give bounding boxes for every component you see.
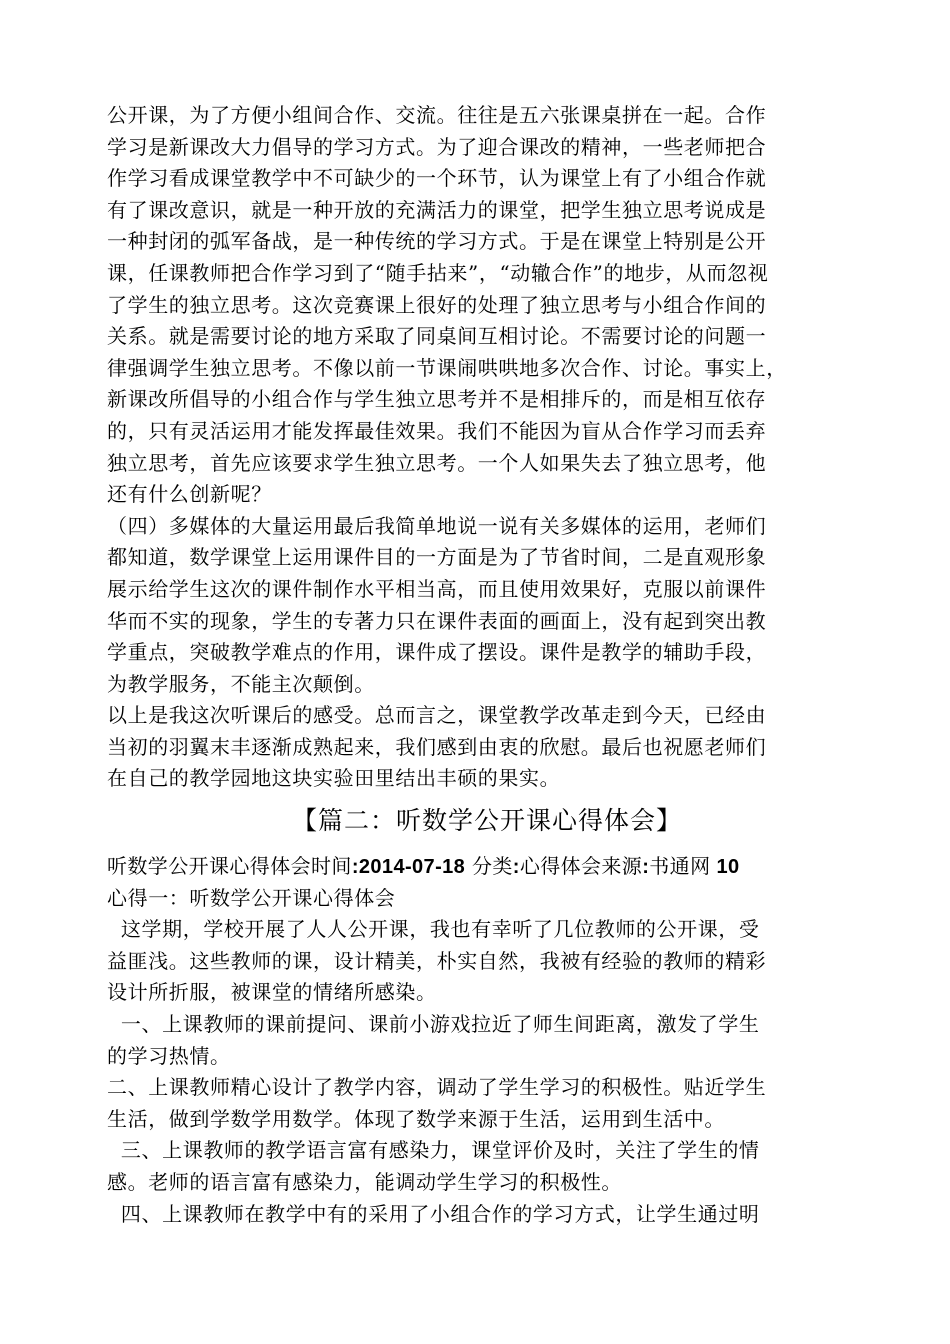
paragraph-line: 一、上课教师的课前提问、课前小游戏拉近了师生间距离，激发了学生: [107, 1012, 760, 1037]
paragraph-line: 都知道，数学课堂上运用课件目的一方面是为了节省时间，二是直观形象: [107, 545, 767, 570]
paragraph-line: 益匪浅。这些教师的课，设计精美，朴实自然，我被有经验的教师的精彩: [107, 948, 767, 973]
paragraph-line: （四）多媒体的大量运用最后我简单地说一说有关多媒体的运用，老师们: [107, 513, 767, 538]
meta-number: 10: [710, 856, 740, 879]
paragraph-line: 独立思考，首先应该要求学生独立思考。一个人如果失去了独立思考，他: [107, 450, 767, 475]
paragraph-line: 设计所折服，被课堂的情绪所感染。: [107, 980, 437, 1005]
paragraph-line: 三、上课教师的教学语言富有感染力，课堂评价及时，关注了学生的情: [107, 1138, 760, 1163]
paragraph-line: 生活，做到学数学用数学。体现了数学来源于生活，运用到生活中。: [107, 1106, 725, 1131]
paragraph-line: 以上是我这次听课后的感受。总而言之，课堂教学改革走到今天，已经由: [107, 703, 767, 728]
subsection-title: 心得一：听数学公开课心得体会: [107, 885, 396, 910]
meta-sep: :: [642, 856, 650, 879]
meta-category: 心得体会来源: [519, 854, 643, 879]
paragraph-line: 在自己的教学园地这块实验田里结出丰硕的果实。: [107, 766, 561, 791]
meta-prefix: 听数学公开课心得体会时间: [107, 854, 352, 879]
paragraph-line: 有了课改意识，就是一种开放的充满活力的课堂，把学生独立思考说成是: [107, 197, 767, 222]
paragraph-line: 四、上课教师在教学中有的采用了小组合作的学习方式，让学生通过明: [107, 1201, 760, 1226]
meta-date: 2014-07-18: [358, 856, 466, 879]
paragraph-line: 还有什么创新呢？: [107, 482, 272, 507]
meta-sep: :: [512, 856, 520, 879]
paragraph-line: 了学生的独立思考。这次竞赛课上很好的处理了独立思考与小组合作间的: [107, 292, 767, 317]
paragraph-line: 课，任课教师把合作学习到了“随手拈来”，“动辙合作”的地步，从而忽视: [107, 260, 769, 285]
paragraph-line: 华而不实的现象，学生的专著力只在课件表面的画面上，没有起到突出教: [107, 608, 767, 633]
paragraph-line: 一种封闭的弧军备战，是一种传统的学习方式。于是在课堂上特别是公开: [107, 229, 767, 254]
meta-source: 书通网: [649, 854, 711, 879]
paragraph-line: 的，只有灵活运用才能发挥最佳效果。我们不能因为盲从合作学习而丢弃: [107, 418, 767, 443]
paragraph-line: 作学习看成课堂教学中不可缺少的一个环节，认为课堂上有了小组合作就: [107, 166, 767, 191]
article-meta: [107, 851, 867, 883]
paragraph-line: 律强调学生独立思考。不像以前一节课闹哄哄地多次合作、讨论。事实上，: [107, 355, 787, 380]
document-page: [107, 100, 867, 1230]
paragraph-line: 二、上课教师精心设计了教学内容，调动了学生学习的积极性。贴近学生: [107, 1075, 767, 1100]
part2-text: [107, 883, 867, 1231]
paragraph-line: 公开课，为了方便小组间合作、交流。往往是五六张课桌拼在一起。合作: [107, 103, 767, 127]
paragraph-line: 关系。就是需要讨论的地方采取了同桌间互相讨论。不需要讨论的问题一: [107, 324, 767, 349]
paragraph-line: 展示给学生这次的课件制作水平相当高，而且使用效果好，克服以前课件: [107, 576, 767, 601]
paragraph-line: 感。老师的语言富有感染力，能调动学生学习的积极性。: [107, 1170, 622, 1194]
paragraph-line: 为教学服务，不能主次颠倒。: [107, 671, 375, 696]
section-heading: 【篇二：听数学公开课心得体会】: [291, 806, 682, 836]
paragraph-line: 的学习热情。: [107, 1043, 231, 1068]
paragraph-line: 学习是新课改大力倡导的学习方式。为了迎合课改的精神，一些老师把合: [107, 134, 767, 159]
meta-sep: :: [351, 856, 359, 879]
paragraph-line: 学重点，突破教学难点的作用，课件成了摆设。课件是教学的辅助手段，: [107, 640, 767, 665]
part1-text: [107, 100, 867, 795]
paragraph-line: 当初的羽翼末丰逐渐成熟起来，我们感到由衷的欣慰。最后也祝愿老师们: [107, 734, 767, 759]
paragraph-line: 新课改所倡导的小组合作与学生独立思考并不是相排斥的，而是相互依存: [107, 387, 767, 412]
meta-category-label: 分类: [465, 854, 513, 879]
paragraph-line: 这学期，学校开展了人人公开课，我也有幸听了几位教师的公开课，受: [107, 917, 760, 942]
